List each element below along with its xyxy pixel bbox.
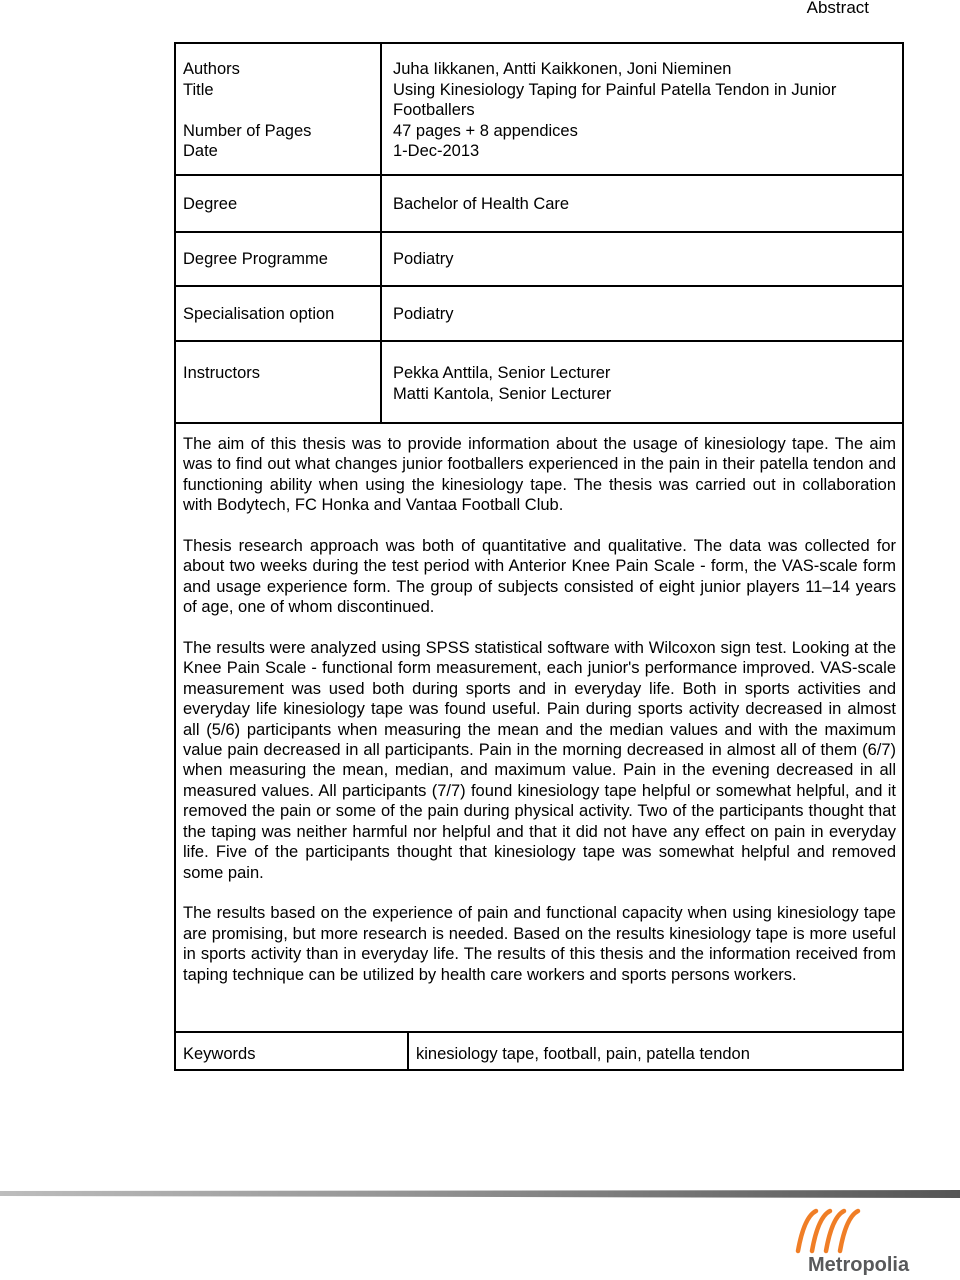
row-divider	[176, 1031, 902, 1033]
row-divider	[176, 174, 902, 176]
authors-label: Authors	[183, 60, 240, 78]
column-divider	[380, 44, 382, 422]
instructors-label: Instructors	[183, 364, 261, 382]
date-value: 1-Dec-2013	[393, 142, 480, 160]
row-divider	[176, 285, 902, 287]
title-value-line2: Footballers	[393, 101, 475, 119]
abstract-paragraph-1: The aim of this thesis was to provide information about the usage of kinesiology tape. The aim was to find out what changes junior footballers experienced in the pain in their patella tendon and functioning ability when using the kinesiology tape. The thesis was carried out in collaboration with Bodytech, FC Honka and Vantaa Football Club.	[183, 435, 896, 515]
programme-label: Degree Programme	[183, 250, 328, 268]
title-label: Title	[183, 81, 214, 99]
row-divider	[176, 340, 902, 342]
logo-text: Metropolia	[808, 1254, 910, 1275]
date-label: Date	[183, 142, 218, 160]
keywords-label: Keywords	[183, 1045, 256, 1063]
degree-label: Degree	[183, 195, 238, 213]
programme-value: Podiatry	[393, 250, 454, 268]
pages-label: Number of Pages	[183, 122, 312, 140]
instructor-2: Matti Kantola, Senior Lecturer	[393, 385, 612, 403]
pages-value: 47 pages + 8 appendices	[393, 122, 578, 140]
metropolia-logo	[786, 1203, 926, 1275]
specialisation-value: Podiatry	[393, 305, 454, 323]
page-header-title: Abstract	[806, 0, 869, 17]
footer-stripe	[0, 1190, 960, 1198]
metropolia-logo-mark	[786, 1203, 926, 1275]
instructor-1: Pekka Anttila, Senior Lecturer	[393, 364, 611, 382]
column-divider	[407, 1031, 409, 1071]
authors-value: Juha Iikkanen, Antti Kaikkonen, Joni Nieminen	[393, 60, 732, 78]
abstract-text	[183, 434, 896, 1005]
row-divider	[176, 422, 902, 424]
abstract-paragraph-3: The results were analyzed using SPSS statistical software with Wilcoxon sign test. Looking at the Knee Pain Scale - functional form measurement, each junior's performance improved. VAS-scale measurement was used both during sports and in everyday life. Both in sports activities and everyday life kinesiology tape was found useful. Pain during sports activity decreased in almost all (5/6) participants when measuring the mean and the median values and with the maximum value pain decreased in all participants. Pain in the morning decreased in almost all of them (6/7) when measuring the mean, median, and maximum value. Pain in the evening decreased in all measured values. All participants (7/7) found kinesiology tape helpful or somewhat helpful, and it removed the pain or some of the pain during physical activity. Two of the participants thought that the taping was neither harmful nor helpful and that it did not have any effect on pain in everyday life. Five of the participants thought that kinesiology tape was somewhat helpful and removed some pain.	[183, 639, 896, 882]
title-value-line1: Using Kinesiology Taping for Painful Patella Tendon in Junior	[393, 81, 837, 99]
row-divider	[176, 231, 902, 233]
keywords-value: kinesiology tape, football, pain, patella tendon	[416, 1045, 750, 1063]
abstract-paragraph-4: The results based on the experience of pain and functional capacity when using kinesiology tape are promising, but more research is needed. Based on the results kinesiology tape is more useful in sports activity than in everyday life. The results of this thesis and the information received from taping technique can be utilized by health care workers and sports persons workers.	[183, 904, 896, 984]
abstract-table	[174, 42, 904, 1071]
specialisation-label: Specialisation option	[183, 305, 335, 323]
degree-value: Bachelor of Health Care	[393, 195, 570, 213]
abstract-paragraph-2: Thesis research approach was both of quantitative and qualitative. The data was collected for about two weeks during the test period with Anterior Knee Pain Scale - form, the VAS-scale form and usage experience form. The group of subjects consisted of eight junior players 11–14 years of age, one of whom discontinued.	[183, 537, 896, 617]
